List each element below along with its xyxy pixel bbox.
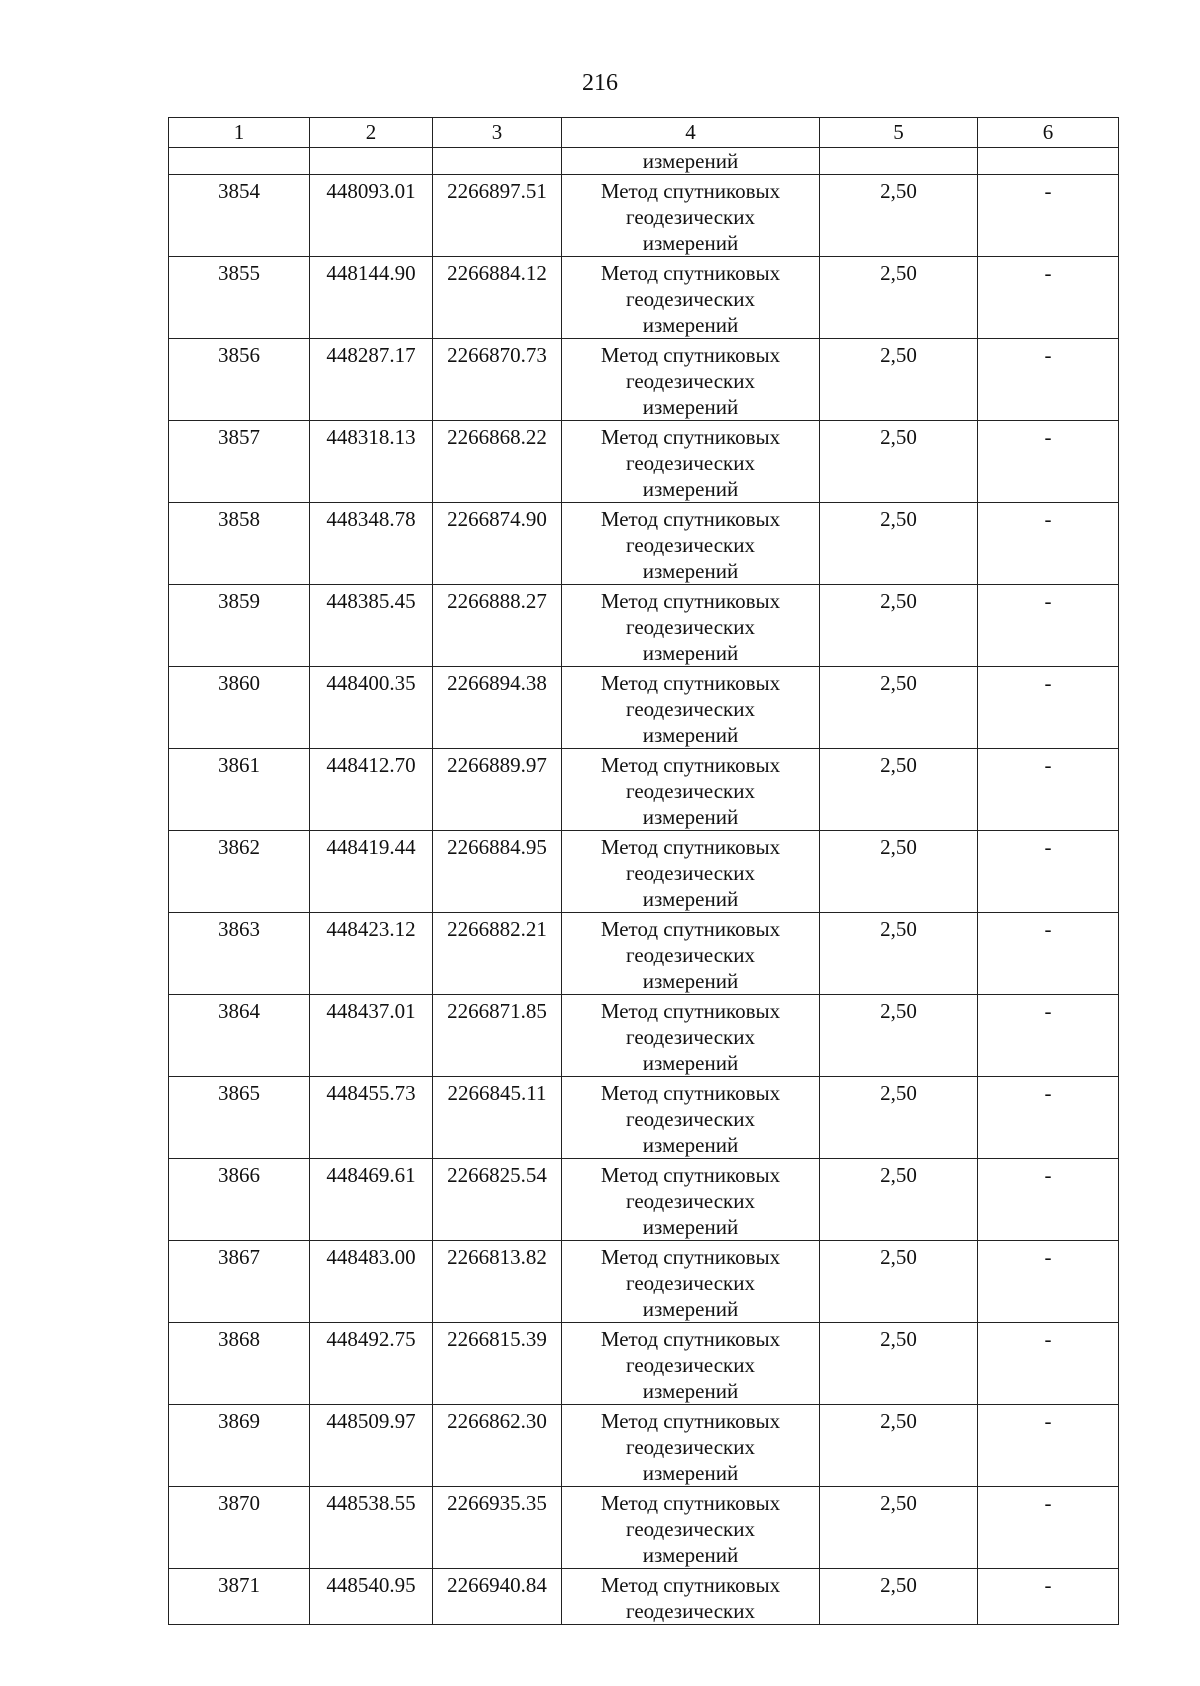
method-cell — [562, 1405, 820, 1487]
header-cell: 2 — [310, 118, 433, 148]
x-coordinate-cell: 448144.90 — [310, 257, 433, 339]
method-line: измерений — [642, 231, 739, 255]
method-line: измерений — [642, 887, 739, 911]
method-line: Метод спутниковых — [600, 1245, 781, 1269]
x-coordinate-cell: 448423.12 — [310, 913, 433, 995]
note-cell: - — [978, 1077, 1119, 1159]
accuracy-cell: 2,50 — [820, 1159, 978, 1241]
table-row — [169, 585, 1119, 667]
note-cell: - — [978, 749, 1119, 831]
table-row — [169, 995, 1119, 1077]
accuracy-cell: 2,50 — [820, 1405, 978, 1487]
method-line: измерений — [642, 1051, 739, 1075]
method-line: измерений — [642, 1297, 739, 1321]
note-cell: - — [978, 421, 1119, 503]
table-row — [169, 257, 1119, 339]
method-line: Метод спутниковых — [600, 507, 781, 531]
method-cell: измерений — [562, 148, 820, 175]
y-coordinate-cell: 2266888.27 — [433, 585, 562, 667]
point-number-cell: 3859 — [169, 585, 310, 667]
method-line: геодезических — [625, 1353, 755, 1377]
x-coordinate-cell: 448348.78 — [310, 503, 433, 585]
note-cell: - — [978, 831, 1119, 913]
coordinates-table — [168, 117, 1119, 1625]
method-line: геодезических — [625, 615, 755, 639]
table-row — [169, 913, 1119, 995]
table-row — [169, 1077, 1119, 1159]
point-number-cell: 3866 — [169, 1159, 310, 1241]
method-line: геодезических — [625, 287, 755, 311]
method-cell — [562, 1077, 820, 1159]
y-coordinate-cell: 2266845.11 — [433, 1077, 562, 1159]
method-cell — [562, 503, 820, 585]
y-coordinate-cell: 2266870.73 — [433, 339, 562, 421]
method-line: геодезических — [625, 1189, 755, 1213]
method-line: Метод спутниковых — [600, 1491, 781, 1515]
x-coordinate-cell: 448385.45 — [310, 585, 433, 667]
point-number-cell: 3855 — [169, 257, 310, 339]
header-cell: 6 — [978, 118, 1119, 148]
y-coordinate-cell: 2266871.85 — [433, 995, 562, 1077]
y-coordinate-cell: 2266882.21 — [433, 913, 562, 995]
y-coordinate-cell: 2266862.30 — [433, 1405, 562, 1487]
method-cell — [562, 831, 820, 913]
method-line: Метод спутниковых — [600, 753, 781, 777]
method-line: Метод спутниковых — [600, 589, 781, 613]
note-cell: - — [978, 1405, 1119, 1487]
method-cell — [562, 1569, 820, 1625]
point-number-cell: 3856 — [169, 339, 310, 421]
method-line: измерений — [642, 641, 739, 665]
method-line: геодезических — [625, 451, 755, 475]
x-coordinate-cell: 448318.13 — [310, 421, 433, 503]
method-line: геодезических — [625, 943, 755, 967]
point-number-cell: 3861 — [169, 749, 310, 831]
note-cell: - — [978, 339, 1119, 421]
method-line: геодезических — [625, 1599, 755, 1623]
continuation-row — [169, 148, 1119, 175]
table-row — [169, 749, 1119, 831]
table-row — [169, 1323, 1119, 1405]
method-line: геодезических — [625, 1271, 755, 1295]
page-number: 216 — [582, 70, 618, 96]
table-header-row — [169, 118, 1119, 148]
table-row — [169, 1159, 1119, 1241]
method-line: геодезических — [625, 369, 755, 393]
method-line: Метод спутниковых — [600, 261, 781, 285]
accuracy-cell: 2,50 — [820, 257, 978, 339]
method-line: измерений — [642, 559, 739, 583]
note-cell: - — [978, 1323, 1119, 1405]
x-coordinate-cell: 448287.17 — [310, 339, 433, 421]
point-number-cell: 3863 — [169, 913, 310, 995]
table-cell — [169, 148, 310, 175]
method-line: измерений — [642, 805, 739, 829]
accuracy-cell: 2,50 — [820, 503, 978, 585]
x-coordinate-cell: 448419.44 — [310, 831, 433, 913]
table-row — [169, 831, 1119, 913]
x-coordinate-cell: 448469.61 — [310, 1159, 433, 1241]
note-cell: - — [978, 503, 1119, 585]
accuracy-cell: 2,50 — [820, 667, 978, 749]
method-cell — [562, 995, 820, 1077]
accuracy-cell: 2,50 — [820, 995, 978, 1077]
note-cell: - — [978, 1159, 1119, 1241]
method-line: Метод спутниковых — [600, 1327, 781, 1351]
table-row — [169, 1241, 1119, 1323]
table-row — [169, 1405, 1119, 1487]
method-line: Метод спутниковых — [600, 343, 781, 367]
method-line: геодезических — [625, 861, 755, 885]
table-row — [169, 175, 1119, 257]
header-cell: 1 — [169, 118, 310, 148]
table-cell — [820, 148, 978, 175]
x-coordinate-cell: 448437.01 — [310, 995, 433, 1077]
y-coordinate-cell: 2266894.38 — [433, 667, 562, 749]
method-line: измерений — [642, 723, 739, 747]
method-line: Метод спутниковых — [600, 999, 781, 1023]
note-cell: - — [978, 995, 1119, 1077]
x-coordinate-cell: 448538.55 — [310, 1487, 433, 1569]
accuracy-cell: 2,50 — [820, 175, 978, 257]
point-number-cell: 3865 — [169, 1077, 310, 1159]
point-number-cell: 3867 — [169, 1241, 310, 1323]
table-cell — [433, 148, 562, 175]
method-line: геодезических — [625, 533, 755, 557]
method-line: геодезических — [625, 1107, 755, 1131]
method-line: геодезических — [625, 1025, 755, 1049]
method-cell — [562, 257, 820, 339]
point-number-cell: 3860 — [169, 667, 310, 749]
method-cell — [562, 667, 820, 749]
y-coordinate-cell: 2266897.51 — [433, 175, 562, 257]
method-line: Метод спутниковых — [600, 1573, 781, 1597]
y-coordinate-cell: 2266884.95 — [433, 831, 562, 913]
table-cell — [978, 148, 1119, 175]
method-line: Метод спутниковых — [600, 835, 781, 859]
method-line: измерений — [642, 477, 739, 501]
y-coordinate-cell: 2266940.84 — [433, 1569, 562, 1625]
x-coordinate-cell: 448093.01 — [310, 175, 433, 257]
table-row — [169, 1487, 1119, 1569]
accuracy-cell: 2,50 — [820, 1077, 978, 1159]
method-cell — [562, 1159, 820, 1241]
method-cell — [562, 1487, 820, 1569]
point-number-cell: 3869 — [169, 1405, 310, 1487]
note-cell: - — [978, 1487, 1119, 1569]
accuracy-cell: 2,50 — [820, 913, 978, 995]
method-line: Метод спутниковых — [600, 1081, 781, 1105]
y-coordinate-cell: 2266889.97 — [433, 749, 562, 831]
table-row — [169, 1569, 1119, 1625]
method-line: измерений — [642, 1543, 739, 1567]
accuracy-cell: 2,50 — [820, 585, 978, 667]
x-coordinate-cell: 448509.97 — [310, 1405, 433, 1487]
method-line: геодезических — [625, 1435, 755, 1459]
y-coordinate-cell: 2266815.39 — [433, 1323, 562, 1405]
method-cell — [562, 585, 820, 667]
header-cell: 4 — [562, 118, 820, 148]
note-cell: - — [978, 913, 1119, 995]
method-line: Метод спутниковых — [600, 425, 781, 449]
x-coordinate-cell: 448412.70 — [310, 749, 433, 831]
accuracy-cell: 2,50 — [820, 831, 978, 913]
method-line: измерений — [642, 969, 739, 993]
accuracy-cell: 2,50 — [820, 1323, 978, 1405]
method-cell — [562, 175, 820, 257]
method-cell — [562, 749, 820, 831]
y-coordinate-cell: 2266868.22 — [433, 421, 562, 503]
x-coordinate-cell: 448540.95 — [310, 1569, 433, 1625]
method-line: измерений — [642, 313, 739, 337]
point-number-cell: 3858 — [169, 503, 310, 585]
method-line: геодезических — [625, 205, 755, 229]
method-line: Метод спутниковых — [600, 917, 781, 941]
point-number-cell: 3862 — [169, 831, 310, 913]
x-coordinate-cell: 448483.00 — [310, 1241, 433, 1323]
y-coordinate-cell: 2266935.35 — [433, 1487, 562, 1569]
point-number-cell: 3871 — [169, 1569, 310, 1625]
method-line: геодезических — [625, 697, 755, 721]
accuracy-cell: 2,50 — [820, 749, 978, 831]
method-line: измерений — [642, 1461, 739, 1485]
accuracy-cell: 2,50 — [820, 421, 978, 503]
method-line: Метод спутниковых — [600, 1163, 781, 1187]
method-cell — [562, 421, 820, 503]
method-line: геодезических — [625, 779, 755, 803]
point-number-cell: 3864 — [169, 995, 310, 1077]
accuracy-cell: 2,50 — [820, 1241, 978, 1323]
table-row — [169, 667, 1119, 749]
point-number-cell: 3857 — [169, 421, 310, 503]
header-cell: 5 — [820, 118, 978, 148]
x-coordinate-cell: 448492.75 — [310, 1323, 433, 1405]
y-coordinate-cell: 2266813.82 — [433, 1241, 562, 1323]
header-cell: 3 — [433, 118, 562, 148]
y-coordinate-cell: 2266884.12 — [433, 257, 562, 339]
method-cell — [562, 339, 820, 421]
accuracy-cell: 2,50 — [820, 1487, 978, 1569]
method-cell — [562, 913, 820, 995]
x-coordinate-cell: 448455.73 — [310, 1077, 433, 1159]
accuracy-cell: 2,50 — [820, 1569, 978, 1625]
point-number-cell: 3870 — [169, 1487, 310, 1569]
method-line: измерений — [642, 1133, 739, 1157]
x-coordinate-cell: 448400.35 — [310, 667, 433, 749]
method-line: измерений — [642, 1215, 739, 1239]
table-row — [169, 421, 1119, 503]
note-cell: - — [978, 585, 1119, 667]
note-cell: - — [978, 1569, 1119, 1625]
method-cell — [562, 1323, 820, 1405]
method-line: геодезических — [625, 1517, 755, 1541]
method-line: Метод спутниковых — [600, 671, 781, 695]
note-cell: - — [978, 1241, 1119, 1323]
y-coordinate-cell: 2266825.54 — [433, 1159, 562, 1241]
method-line: измерений — [642, 395, 739, 419]
note-cell: - — [978, 257, 1119, 339]
accuracy-cell: 2,50 — [820, 339, 978, 421]
table-row — [169, 339, 1119, 421]
method-line: измерений — [642, 1379, 739, 1403]
table-row — [169, 503, 1119, 585]
point-number-cell: 3868 — [169, 1323, 310, 1405]
note-cell: - — [978, 667, 1119, 749]
method-line: Метод спутниковых — [600, 179, 781, 203]
y-coordinate-cell: 2266874.90 — [433, 503, 562, 585]
table-cell — [310, 148, 433, 175]
method-line: Метод спутниковых — [600, 1409, 781, 1433]
note-cell: - — [978, 175, 1119, 257]
point-number-cell: 3854 — [169, 175, 310, 257]
method-cell — [562, 1241, 820, 1323]
